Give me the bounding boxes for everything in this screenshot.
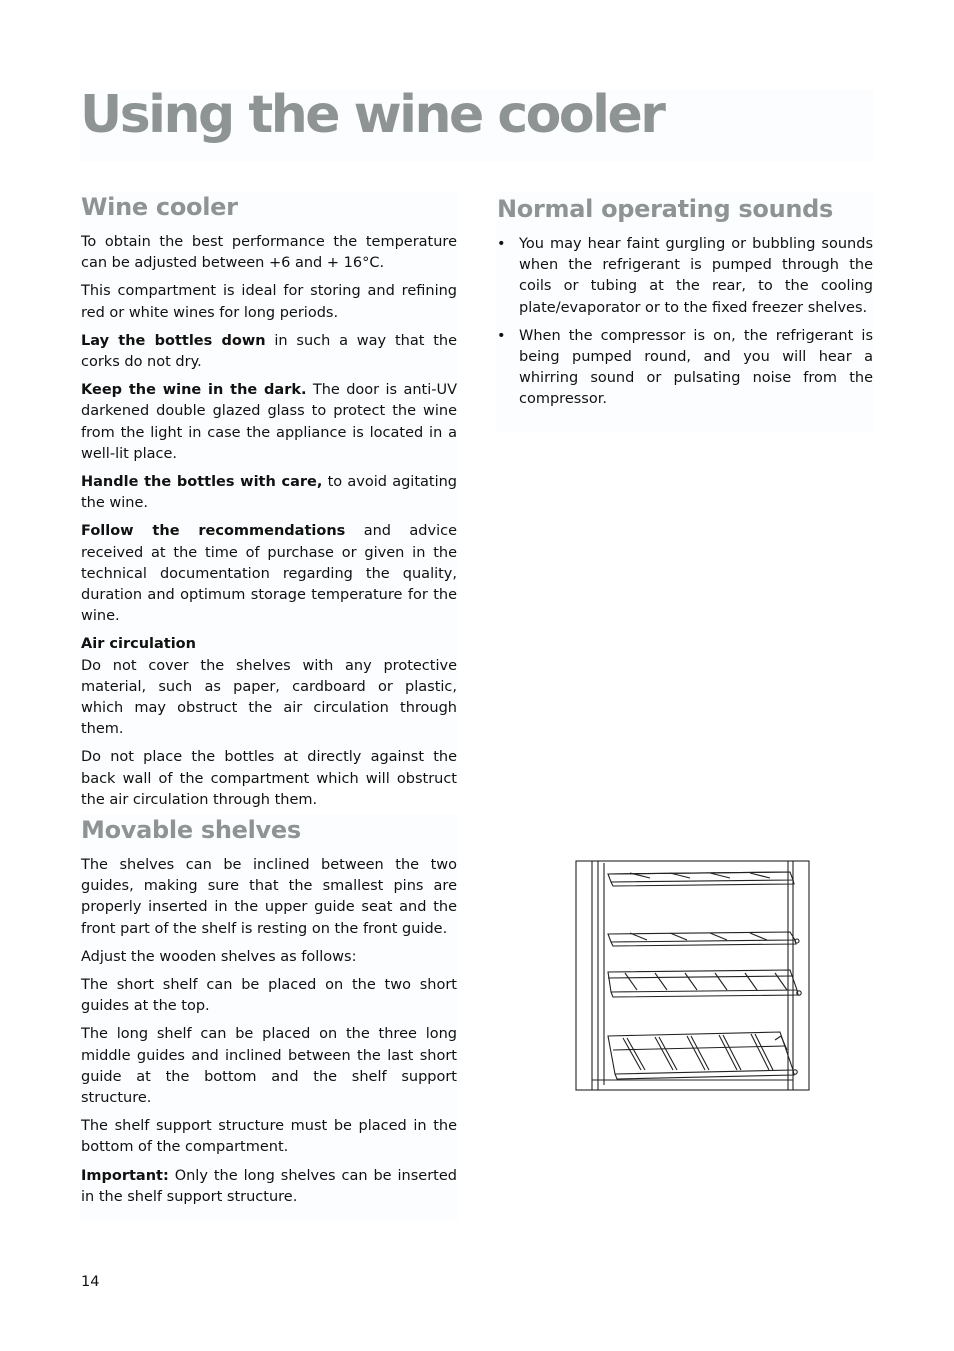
handle-care-bold: Handle the bottles with care, — [81, 474, 323, 491]
recommendations-paragraph — [81, 521, 457, 627]
important-paragraph — [81, 1166, 457, 1208]
wine-cooler-section — [81, 192, 457, 818]
air-circulation-heading: Air circulation — [81, 636, 196, 653]
recommendations-bold: Follow the recommendations — [81, 523, 346, 540]
back-wall-paragraph: Do not place the bottles at directly against the back wall of the compartment which will obstruct the air circulation through them. — [81, 749, 457, 808]
sounds-list — [497, 234, 873, 411]
lay-bottles-paragraph — [81, 331, 457, 373]
short-shelf-paragraph: The short shelf can be placed on the two short guides at the top. — [81, 977, 457, 1015]
shelves-heading: Movable shelves — [81, 816, 301, 844]
sounds-list-item: • When the compressor is on, the refrigerant is being pumped round, and you will hear a whirring sound or pulsating noise from the compressor. — [497, 326, 873, 411]
lay-bottles-bold: Lay the bottles down — [81, 332, 266, 349]
keep-dark-bold: Keep the wine in the dark. — [81, 382, 307, 399]
important-text: Only the long shelves can be inserted in the shelf support structure. — [81, 1167, 457, 1205]
wine-rack-shelves-illustration — [575, 860, 811, 1092]
keep-dark-paragraph — [81, 380, 457, 465]
sounds-section — [497, 194, 873, 418]
sounds-list-item: • You may hear faint gurgling or bubbling sounds when the refrigerant is pumped through the coils or tubing at the rear, to the cooling plate/evaporator or to the fixed freezer shelves. — [497, 234, 873, 319]
shelves-incline-paragraph: The shelves can be inclined between the two guides, making sure that the smallest pins are properly inserted in the upper guide seat and the front part of the shelf is resting on the front guide. — [81, 857, 457, 937]
sounds-heading: Normal operating sounds — [497, 195, 834, 223]
shelves-section — [81, 815, 457, 1215]
air-circulation-paragraph — [81, 634, 457, 740]
wine-cooler-temperature-paragraph: To obtain the best performance the temperature can be adjusted between +6 and + 16°C. — [81, 234, 457, 272]
recommendations-text: and advice received at the time of purchase or given in the technical documentation regarding the quality, duration and optimum storage temperature for the wine. — [81, 523, 457, 625]
wine-cooler-storage-paragraph: This compartment is ideal for storing and refining red or white wines for long periods. — [81, 283, 457, 321]
page-title: Using the wine cooler — [80, 85, 664, 145]
important-bold: Important: — [81, 1167, 169, 1184]
wine-cooler-heading: Wine cooler — [81, 193, 238, 221]
lay-bottles-text: in such a way that the corks do not dry. — [81, 332, 457, 371]
long-shelf-paragraph: The long shelf can be placed on the three long middle guides and inclined between the last short guide at the bottom and the shelf support structure. — [81, 1026, 457, 1107]
page-number: 14 — [81, 1274, 100, 1290]
air-circulation-text: Do not cover the shelves with any protective material, such as paper, cardboard or plastic, which may obstruct the air circulation through them. — [81, 657, 457, 738]
handle-care-paragraph — [81, 472, 457, 514]
keep-dark-text: The door is anti-UV darkened double glazed glass to protect the wine from the light in case the appliance is located in a well-lit place. — [81, 382, 457, 462]
support-structure-paragraph: The shelf support structure must be placed in the bottom of the compartment. — [81, 1118, 457, 1156]
handle-care-text: to avoid agitating the wine. — [81, 474, 457, 512]
shelves-adjust-paragraph: Adjust the wooden shelves as follows: — [81, 948, 357, 965]
